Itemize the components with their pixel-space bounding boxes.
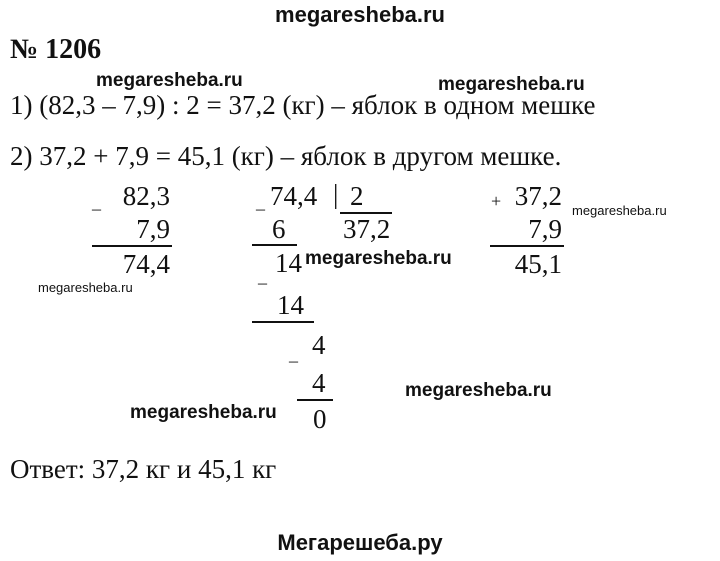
minus-sign: _ xyxy=(92,192,101,212)
sum: 45,1 xyxy=(514,249,562,279)
subtrahend: 7,9 xyxy=(136,214,170,244)
watermark: megaresheba.ru xyxy=(405,380,552,401)
addend: 37,2 xyxy=(514,181,562,211)
result-line xyxy=(490,245,564,247)
subtract-value: 14 xyxy=(277,290,304,320)
watermark: megaresheba.ru xyxy=(38,280,133,295)
addend: 7,9 xyxy=(528,214,562,244)
quotient: 37,2 xyxy=(343,214,391,244)
remainder: 14 xyxy=(275,248,302,278)
footer-site: Мегарешеба.ру xyxy=(277,530,443,555)
watermark: megaresheba.ru xyxy=(96,70,243,91)
subtract-value: 6 xyxy=(272,214,286,244)
watermark: megaresheba.ru xyxy=(305,248,452,269)
watermark: megaresheba.ru xyxy=(130,402,277,423)
watermark: megaresheba.ru xyxy=(572,203,667,218)
division-line xyxy=(252,244,297,246)
difference: 74,4 xyxy=(122,249,170,279)
remainder: 4 xyxy=(312,330,326,360)
problem-number: № 1206 xyxy=(10,34,102,65)
minus-sign: _ xyxy=(256,192,265,212)
division-line xyxy=(297,399,333,401)
watermark: megaresheba.ru xyxy=(438,74,585,95)
plus-sign: + xyxy=(491,191,502,211)
step-1: 1) (82,3 – 7,9) : 2 = 37,2 (кг) – яблок в одном мешке xyxy=(10,90,596,120)
minuend: 82,3 xyxy=(122,181,170,211)
minus-sign: _ xyxy=(289,344,298,364)
minus-sign: _ xyxy=(258,266,267,286)
result-line xyxy=(92,245,172,247)
header-site: megaresheba.ru xyxy=(275,2,445,27)
dividend: 74,4 xyxy=(270,181,318,211)
answer: Ответ: 37,2 кг и 45,1 кг xyxy=(10,454,277,484)
division-separator: | xyxy=(333,179,339,209)
final-remainder: 0 xyxy=(313,404,327,434)
step-2: 2) 37,2 + 7,9 = 45,1 (кг) – яблок в другом мешке. xyxy=(10,141,562,171)
divisor: 2 xyxy=(350,181,364,211)
division-line xyxy=(252,321,314,323)
subtract-value: 4 xyxy=(312,368,326,398)
